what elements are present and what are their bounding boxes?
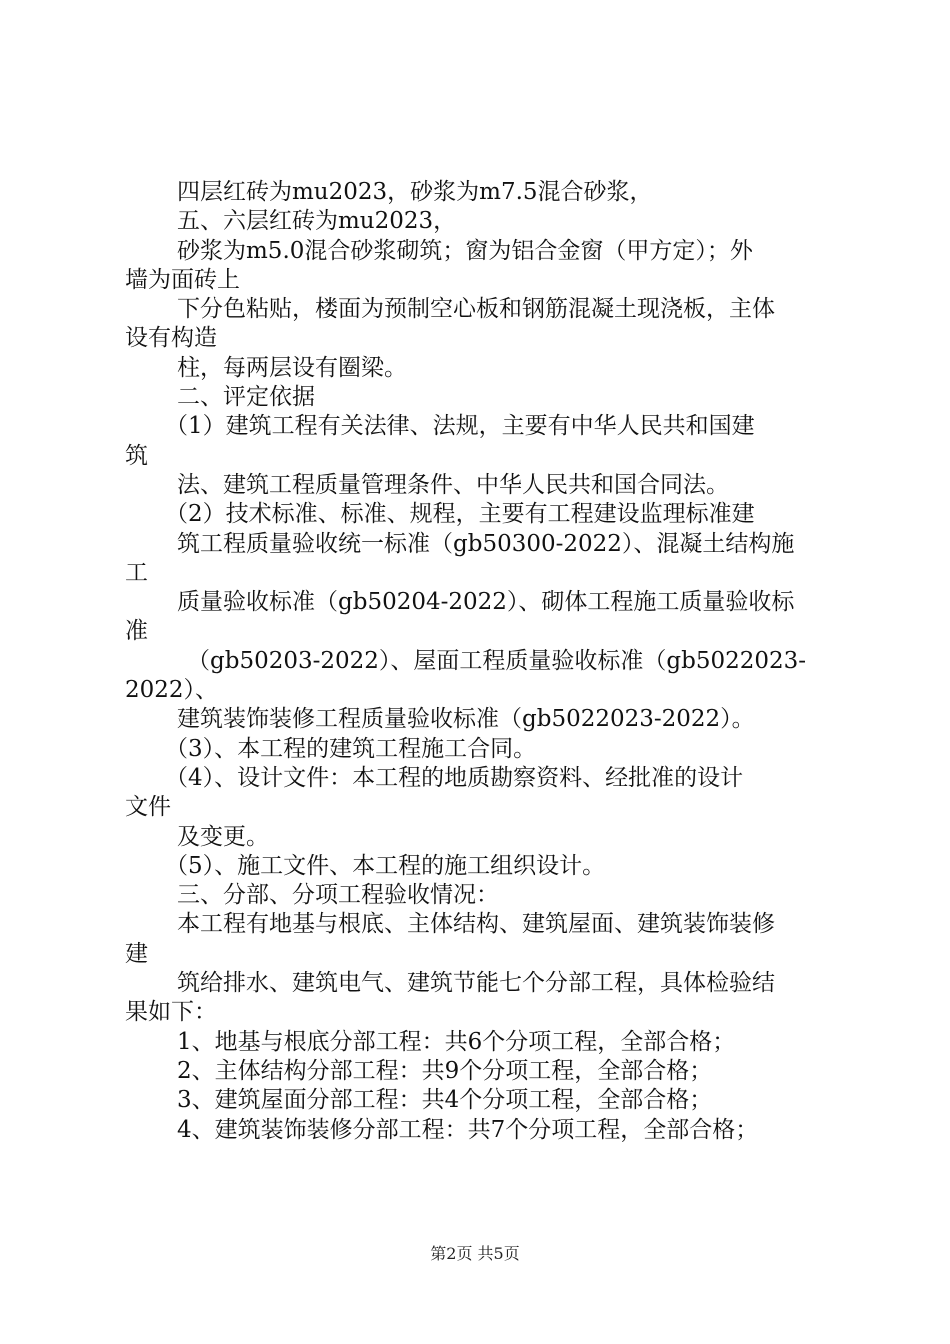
text-line: （2）技术标准、标准、规程，主要有工程建设监理标准建 [165,501,755,528]
text-line: 筑工程质量验收统一标准（gb50300-2022）、混凝土结构施 [177,530,795,557]
text-line: 五、六层红砖为mu2023， [177,208,457,235]
text-line: 法、建筑工程质量管理条件、中华人民共和国合同法。 [177,471,729,498]
text-line: （5）、施工文件、本工程的施工组织设计。 [165,852,606,879]
text-line: 2、主体结构分部工程：共9个分项工程，全部合格； [177,1057,713,1084]
text-line: 质量验收标准（gb50204-2022）、砌体工程施工质量验收标 [177,589,795,616]
text-line: 建筑装饰装修工程质量验收标准（gb5022023-2022）。 [177,706,755,733]
text-line: 1、地基与根底分部工程：共6个分项工程，全部合格； [177,1028,736,1055]
text-line: （1）建筑工程有关法律、法规，主要有中华人民共和国建 [165,413,755,440]
text-line: 三、分部、分项工程验收情况： [177,882,499,909]
text-line: 2022）、 [125,677,219,704]
text-line: 下分色粘贴，楼面为预制空心板和钢筋混凝土现浇板，主体 [177,296,775,323]
text-line: 墙为面砖上 [125,266,240,293]
page-footer: 第2页 共5页 [430,1244,520,1263]
text-line: 工 [125,559,148,586]
text-line: 筑给排水、建筑电气、建筑节能七个分部工程，具体检验结 [177,970,775,997]
text-line: 砂浆为m5.0混合砂浆砌筑；窗为铝合金窗（甲方定）；外 [177,237,753,264]
text-line: 设有构造 [125,325,217,352]
text-line: 筑 [125,442,148,469]
text-line: 柱，每两层设有圈梁。 [177,354,407,381]
text-line: 果如下： [125,999,217,1026]
text-line: 3、建筑屋面分部工程：共4个分项工程，全部合格； [177,1087,713,1114]
text-line: （gb50203-2022）、屋面工程质量验收标准（gb5022023- [187,647,807,674]
text-line: 二、评定依据 [177,384,315,411]
text-line: 文件 [125,794,171,821]
text-line: （4）、设计文件：本工程的地质勘察资料、经批准的设计 [165,764,744,791]
text-line: 本工程有地基与根底、主体结构、建筑屋面、建筑装饰装修 [177,911,775,938]
text-line: 四层红砖为mu2023，砂浆为m7.5混合砂浆， [177,179,653,205]
text-line: （3）、本工程的建筑工程施工合同。 [165,735,537,762]
text-line: 准 [125,618,148,645]
body-text [125,178,835,1145]
text-line: 及变更。 [177,823,269,850]
text-line: 建 [125,940,148,967]
text-line: 4、建筑装饰装修分部工程：共7个分项工程，全部合格； [177,1116,759,1143]
